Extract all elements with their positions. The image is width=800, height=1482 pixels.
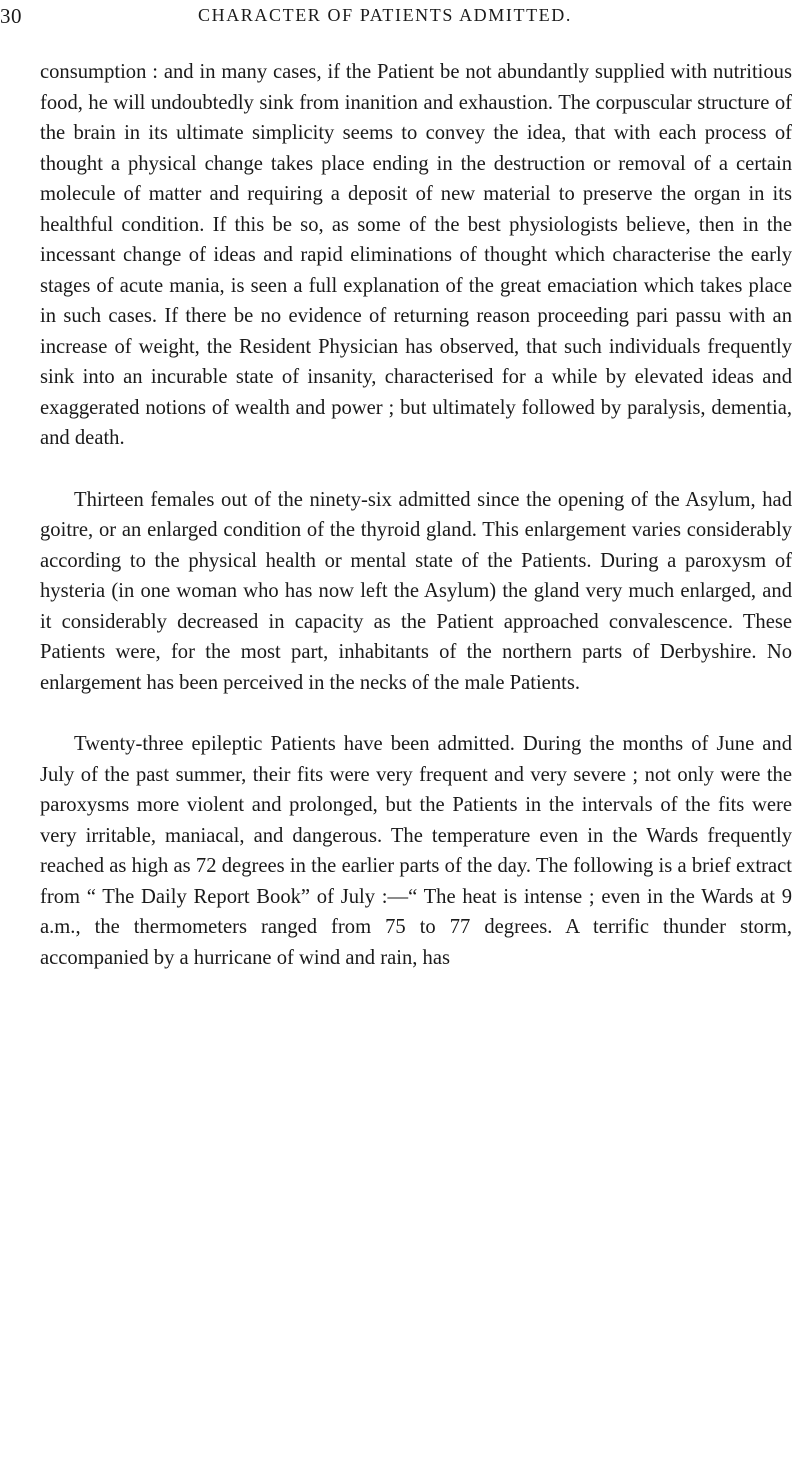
running-head <box>0 4 800 34</box>
paragraph-consumption: consumption : and in many cases, if the Patient be not abundantly supplied with nutritious food, he will undoubtedly sink from inanition and exhaustion. The corpuscular structure of the brain in its ultimate simplicity seems to convey the idea, that with each process of thought a physical change takes place ending in the destruction or removal of a certain molecule of matter and requiring a deposit of new material to preserve the organ in its healthful condition. If this be so, as some of the best physiologists believe, then in the incessant change of ideas and rapid eliminations of thought which characterise the early stages of acute mania, is seen a full explanation of the great emaciation which takes place in such cases. If there be no evidence of returning reason proceeding pari passu with an increase of weight, the Resident Physician has observed, that such individuals frequently sink into an incurable state of insanity, characterised for a while by elevated ideas and exaggerated notions of wealth and power ; but ultimately followed by paralysis, dementia, and death. <box>40 61 792 449</box>
body-text <box>40 57 792 973</box>
paragraph-goitre: Thirteen females out of the ninety-six admitted since the opening of the Asylum, had goitre, or an enlarged condition of the thyroid gland. This enlargement varies considerably according to the physical health or mental state of the Patients. During a paroxysm of hysteria (in one woman who has now left the Asylum) the gland very much enlarged, and it considerably decreased in capacity as the Patient approached convalescence. These Patients were, for the most part, inhabitants of the northern parts of Derbyshire. No enlargement has been perceived in the necks of the male Patients. <box>40 488 792 694</box>
paragraph-epileptic: Twenty-three epileptic Patients have been admitted. During the months of June and July of the past summer, their fits were very frequent and very severe ; not only were the paroxysms more violent and prolonged, but the Patients in the intervals of the fits were very irritable, maniacal, and dangerous. The temperature even in the Wards frequently reached as high as 72 degrees in the earlier parts of the day. The following is a brief extract from “ The Daily Report Book” of July :—“ The heat is intense ; even in the Wards at 9 a.m., the thermometers ranged from 75 to 77 degrees. A terrific thunder storm, accompanied by a hurricane of wind and rain, has <box>40 733 792 969</box>
page-number: 30 <box>0 4 22 28</box>
running-title: CHARACTER OF PATIENTS ADMITTED. <box>198 5 572 25</box>
